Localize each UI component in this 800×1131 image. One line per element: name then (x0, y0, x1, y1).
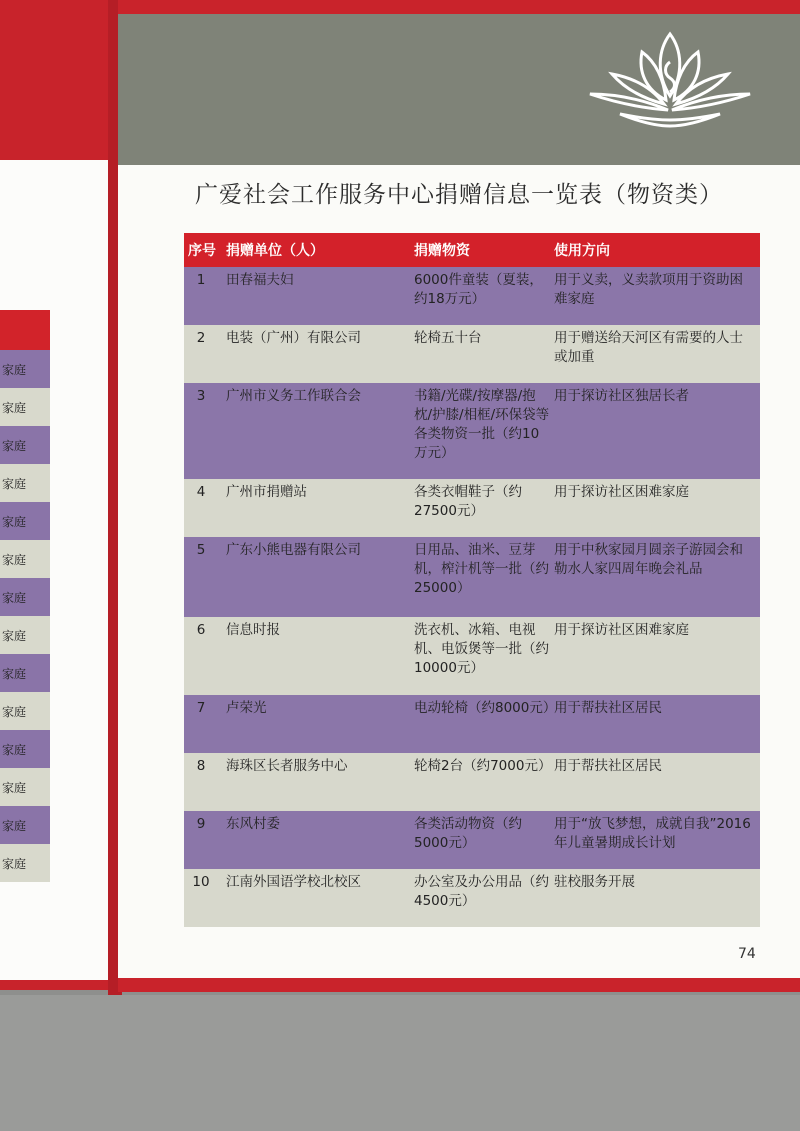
left-table-cell: 家庭 (0, 806, 50, 844)
cell-use: 用于“放飞梦想，成就自我”2016年儿童暑期成长计划 (554, 816, 751, 851)
cell-no: 1 (196, 272, 206, 288)
table-row (184, 695, 760, 753)
cell-no: 6 (196, 622, 206, 638)
header-no: 序号 (188, 243, 216, 259)
header-item: 捐赠物资 (414, 243, 470, 259)
table-row (184, 811, 760, 869)
cell-unit: 信息时报 (226, 622, 280, 638)
left-table-cell: 家庭 (0, 654, 50, 692)
cell-use: 用于帮扶社区居民 (554, 700, 662, 716)
cell-unit: 广州市捐赠站 (226, 484, 307, 500)
lotus-logo-icon (580, 22, 760, 137)
cell-unit: 广东小熊电器有限公司 (226, 542, 361, 558)
cell-unit: 海珠区长者服务中心 (226, 758, 348, 774)
cell-item: 6000件童装（夏装，约18万元） (414, 272, 543, 307)
cell-item: 办公室及办公用品（约4500元） (414, 874, 549, 909)
table-row (184, 869, 760, 927)
cell-use: 用于探访社区独居长者 (554, 388, 689, 404)
scanner-background (0, 995, 800, 1131)
page-title: 广爱社会工作服务中心捐赠信息一览表（物资类） (195, 182, 723, 208)
cell-use: 用于中秋家园月圆亲子游园会和勒水人家四周年晚会礼品 (554, 542, 743, 577)
cell-unit: 江南外国语学校北校区 (226, 874, 361, 890)
table-row (184, 383, 760, 479)
cell-no: 2 (196, 330, 206, 346)
cell-item: 轮椅五十台 (414, 330, 482, 346)
left-page-body (0, 160, 108, 980)
document-page (118, 0, 800, 990)
left-table-cell: 家庭 (0, 350, 50, 388)
cell-use: 驻校服务开展 (554, 874, 635, 890)
left-table-cell: 家庭 (0, 388, 50, 426)
cell-item: 日用品、油米、豆芽机，榨汁机等一批（约25000） (414, 542, 549, 596)
header-use: 使用方向 (554, 243, 610, 259)
left-table-cell: 家庭 (0, 768, 50, 806)
cell-no: 5 (196, 542, 206, 558)
table-row (184, 537, 760, 617)
table-row (184, 479, 760, 537)
cell-unit: 广州市义务工作联合会 (226, 388, 361, 404)
cell-unit: 卢荣光 (226, 700, 267, 716)
cell-unit: 东风村委 (226, 816, 280, 832)
cell-unit: 田春福夫妇 (226, 272, 294, 288)
left-table-cell: 家庭 (0, 844, 50, 882)
left-table-header (0, 310, 50, 350)
left-table-cell: 家庭 (0, 426, 50, 464)
cell-item: 各类衣帽鞋子（约27500元） (414, 484, 522, 519)
cell-use: 用于探访社区困难家庭 (554, 622, 689, 638)
left-table-cell: 家庭 (0, 616, 50, 654)
table-header (184, 233, 760, 267)
cell-item: 洗衣机、冰箱、电视机、电饭煲等一批（约10000元） (414, 622, 549, 676)
table-row (184, 617, 760, 695)
left-page-table (0, 310, 50, 882)
cell-item: 各类活动物资（约5000元） (414, 816, 522, 851)
table-row (184, 753, 760, 811)
cell-no: 3 (196, 388, 206, 404)
left-table-cell: 家庭 (0, 692, 50, 730)
cell-no: 8 (196, 758, 206, 774)
cell-item: 书籍/光碟/按摩器/抱枕/护膝/相框/环保袋等各类物资一批（约10万元） (414, 388, 550, 461)
left-page (0, 0, 112, 990)
left-table-cell: 家庭 (0, 730, 50, 768)
header-unit: 捐赠单位（人） (226, 243, 324, 259)
cell-use: 用于义卖，义卖款项用于资助困难家庭 (554, 272, 743, 307)
cell-use: 用于赠送给天河区有需要的人士或加重 (554, 330, 743, 365)
left-table-cell: 家庭 (0, 578, 50, 616)
cell-no: 9 (196, 816, 206, 832)
cell-use: 用于探访社区困难家庭 (554, 484, 689, 500)
cell-item: 电动轮椅（约8000元） (414, 700, 557, 716)
page-top-border (118, 0, 800, 14)
header-banner (118, 0, 800, 165)
cell-no: 10 (192, 874, 210, 890)
table-row (184, 267, 760, 325)
donation-table (184, 233, 760, 927)
left-table-cell: 家庭 (0, 502, 50, 540)
table-row (184, 325, 760, 383)
cell-item: 轮椅2台（约7000元） (414, 758, 552, 774)
page-bottom-border (118, 978, 800, 992)
page-number: 74 (738, 946, 756, 962)
cell-unit: 电装（广州）有限公司 (226, 330, 361, 346)
cell-no: 4 (196, 484, 206, 500)
cell-use: 用于帮扶社区居民 (554, 758, 662, 774)
cell-no: 7 (196, 700, 206, 716)
left-table-cell: 家庭 (0, 464, 50, 502)
left-table-cell: 家庭 (0, 540, 50, 578)
